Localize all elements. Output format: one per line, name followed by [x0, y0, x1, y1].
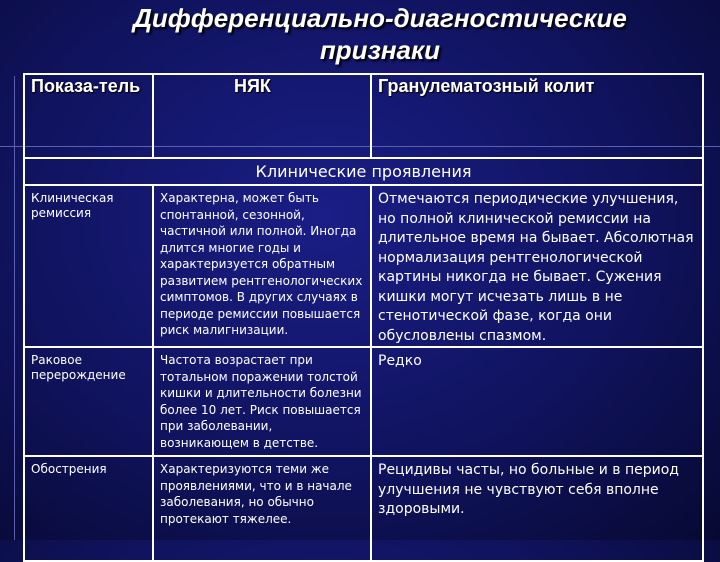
row-colitis-cell: Рецидивы часты, но больные и в период улучшения не чувствуют себя вполне здоровыми.	[371, 456, 703, 561]
decorative-vertical-rule	[14, 76, 15, 540]
row-nyak-cell: Частота возрастает при тотальном поражении толстой кишки и длительности болезни более 10 лет. Риск повышается при заболевании, возникающем в детстве.	[153, 347, 371, 456]
comparison-table	[23, 73, 704, 562]
row-label: Обострения	[24, 456, 153, 561]
row-colitis-cell: Отмечаются периодические улучшения, но полной клинической ремиссии на длительное время на бывает. Абсолютная нормализация рентгенологической картины никогда не бывает. Сужения кишки могут исчезать лишь в не стенотической фазе, когда они обусловлены спазмом.	[371, 185, 703, 347]
section-title: Клинические проявления	[24, 158, 703, 185]
row-label: Раковое перерождение	[24, 347, 153, 456]
table-row	[24, 456, 703, 561]
header-row	[24, 74, 703, 158]
header-indicator: Показа-тель	[24, 74, 153, 158]
row-nyak-cell: Характеризуются теми же проявлениями, что и в начале заболевания, но обычно протекают тяжелее.	[153, 456, 371, 561]
table-row	[24, 347, 703, 456]
section-row	[24, 158, 703, 185]
title-line-2: признаки	[319, 35, 441, 65]
header-colitis: Гранулематозный колит	[371, 74, 703, 158]
slide-title	[120, 2, 640, 66]
row-nyak-cell: Характерна, может быть спонтанной, сезонной, частичной или полной. Иногда длится многие годы и характеризуется обратным развитием рентгенологических симптомов. В других случаях в периоде ремиссии повышается риск малигнизации.	[153, 185, 371, 347]
row-colitis-cell: Редко	[371, 347, 703, 456]
title-line-1: Дифференциально-диагностические	[133, 3, 627, 33]
row-label: Клиническая ремиссия	[24, 185, 153, 347]
header-nyak: НЯК	[153, 74, 371, 158]
table-row	[24, 185, 703, 347]
